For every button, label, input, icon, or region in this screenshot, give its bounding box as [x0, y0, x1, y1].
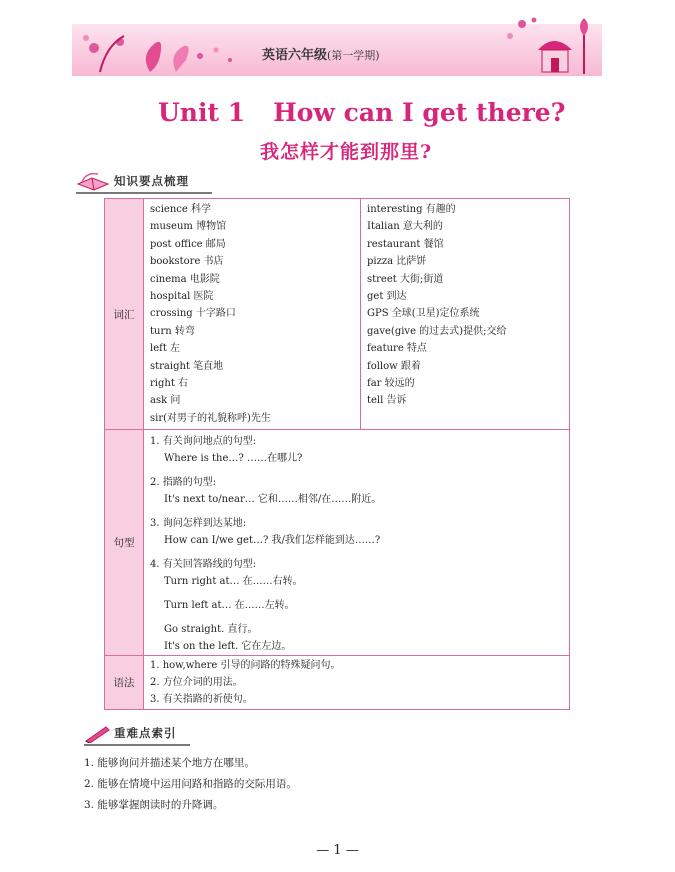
sentence-heading: 1. 有关询问地点的句型: [150, 436, 257, 448]
section-heading-key-points [84, 722, 190, 744]
heading-underline [76, 192, 212, 194]
vocab-item: gave(give 的过去式)提供;交给 [367, 325, 507, 337]
sentence-heading: 4. 有关回答路线的句型: [150, 559, 257, 571]
vocab-item: pizza 比萨饼 [367, 256, 427, 268]
unit-title-zh: 我怎样才能到那里? [260, 141, 433, 163]
vocab-item: restaurant 餐馆 [367, 238, 444, 250]
pen-icon [84, 723, 110, 743]
open-book-icon [76, 170, 110, 192]
grammar-cell [144, 656, 570, 710]
flower-decoration-icon [80, 26, 250, 74]
grammar-item: 1. how,where 引导的问路的特殊疑问句。 [150, 660, 341, 672]
vocab-item: science 科学 [150, 204, 211, 215]
vocab-item: post office 邮局 [150, 238, 226, 250]
sentence-example: Turn left at… 在……左转。 [164, 600, 295, 612]
vocab-item: left 左 [150, 343, 181, 355]
grammar-row [105, 656, 570, 710]
section-heading-label: 重难点索引 [114, 726, 177, 740]
sentence-example: How can I/we get…? 我/我们怎样能到达……? [164, 535, 381, 547]
grammar-item: 2. 方位介词的用法。 [150, 677, 243, 689]
vocab-item: follow 跟着 [367, 360, 421, 372]
sentence-heading: 2. 指路的句型: [150, 477, 217, 489]
vocab-item: sir(对男子的礼貌称呼)先生 [150, 412, 271, 424]
key-points-list [84, 753, 297, 816]
vocab-item: get 到达 [367, 290, 407, 302]
vocab-item: GPS 全球(卫星)定位系统 [367, 308, 480, 320]
section-heading-label: 知识要点梳理 [114, 174, 189, 188]
heading-underline [84, 744, 190, 746]
book-title: 英语六年级(第一学期) [262, 48, 380, 63]
vocab-item: far 较远的 [367, 377, 415, 389]
vocab-item: cinema 电影院 [150, 273, 220, 285]
key-point-item: 1. 能够询问并描述某个地方在哪里。 [84, 757, 255, 769]
house-decoration-icon [500, 14, 600, 76]
vocabulary-right-column [361, 199, 570, 430]
vocab-item: feature 特点 [367, 343, 427, 355]
sentence-example: It's next to/near… 它和……相邻/在……附近。 [164, 494, 382, 506]
vocabulary-left-column [144, 199, 361, 430]
category-vocabulary: 词汇 [105, 199, 144, 430]
vocab-item: museum 博物馆 [150, 221, 227, 233]
sentences-cell [144, 430, 570, 656]
vocab-item: crossing 十字路口 [150, 308, 236, 320]
vocab-item: ask 问 [150, 395, 181, 407]
vocabulary-row [105, 199, 570, 430]
sentence-example: Turn right at… 在……右转。 [164, 576, 303, 588]
unit-title-en: Unit 1 How can I get there? [158, 98, 566, 127]
vocab-item: Italian 意大利的 [367, 221, 443, 233]
section-heading-knowledge [76, 170, 212, 192]
vocab-item: hospital 医院 [150, 290, 214, 302]
sentences-row [105, 430, 570, 656]
vocab-item: bookstore 书店 [150, 256, 224, 268]
key-point-item: 3. 能够掌握朗读时的升降调。 [84, 799, 224, 811]
category-grammar: 语法 [105, 656, 144, 710]
vocab-item: straight 笔直地 [150, 360, 224, 372]
sentence-example: Go straight. 直行。 [164, 624, 258, 636]
grammar-item: 3. 有关指路的祈使句。 [150, 694, 253, 706]
category-sentences: 句型 [105, 430, 144, 656]
sentence-example: It's on the left. 它在左边。 [164, 641, 292, 653]
vocab-item: interesting 有趣的 [367, 204, 456, 215]
page-number: — 1 — [316, 843, 359, 858]
sentence-heading: 3. 询问怎样到达某地: [150, 518, 247, 530]
vocab-item: turn 转弯 [150, 325, 195, 337]
vocab-item: tell 告诉 [367, 395, 407, 407]
sentence-example: Where is the…? ……在哪儿? [164, 453, 303, 465]
key-point-item: 2. 能够在情境中运用问路和指路的交际用语。 [84, 778, 297, 790]
vocab-item: right 右 [150, 377, 189, 389]
vocab-item: street 大街;街道 [367, 273, 444, 285]
knowledge-table [104, 198, 570, 710]
